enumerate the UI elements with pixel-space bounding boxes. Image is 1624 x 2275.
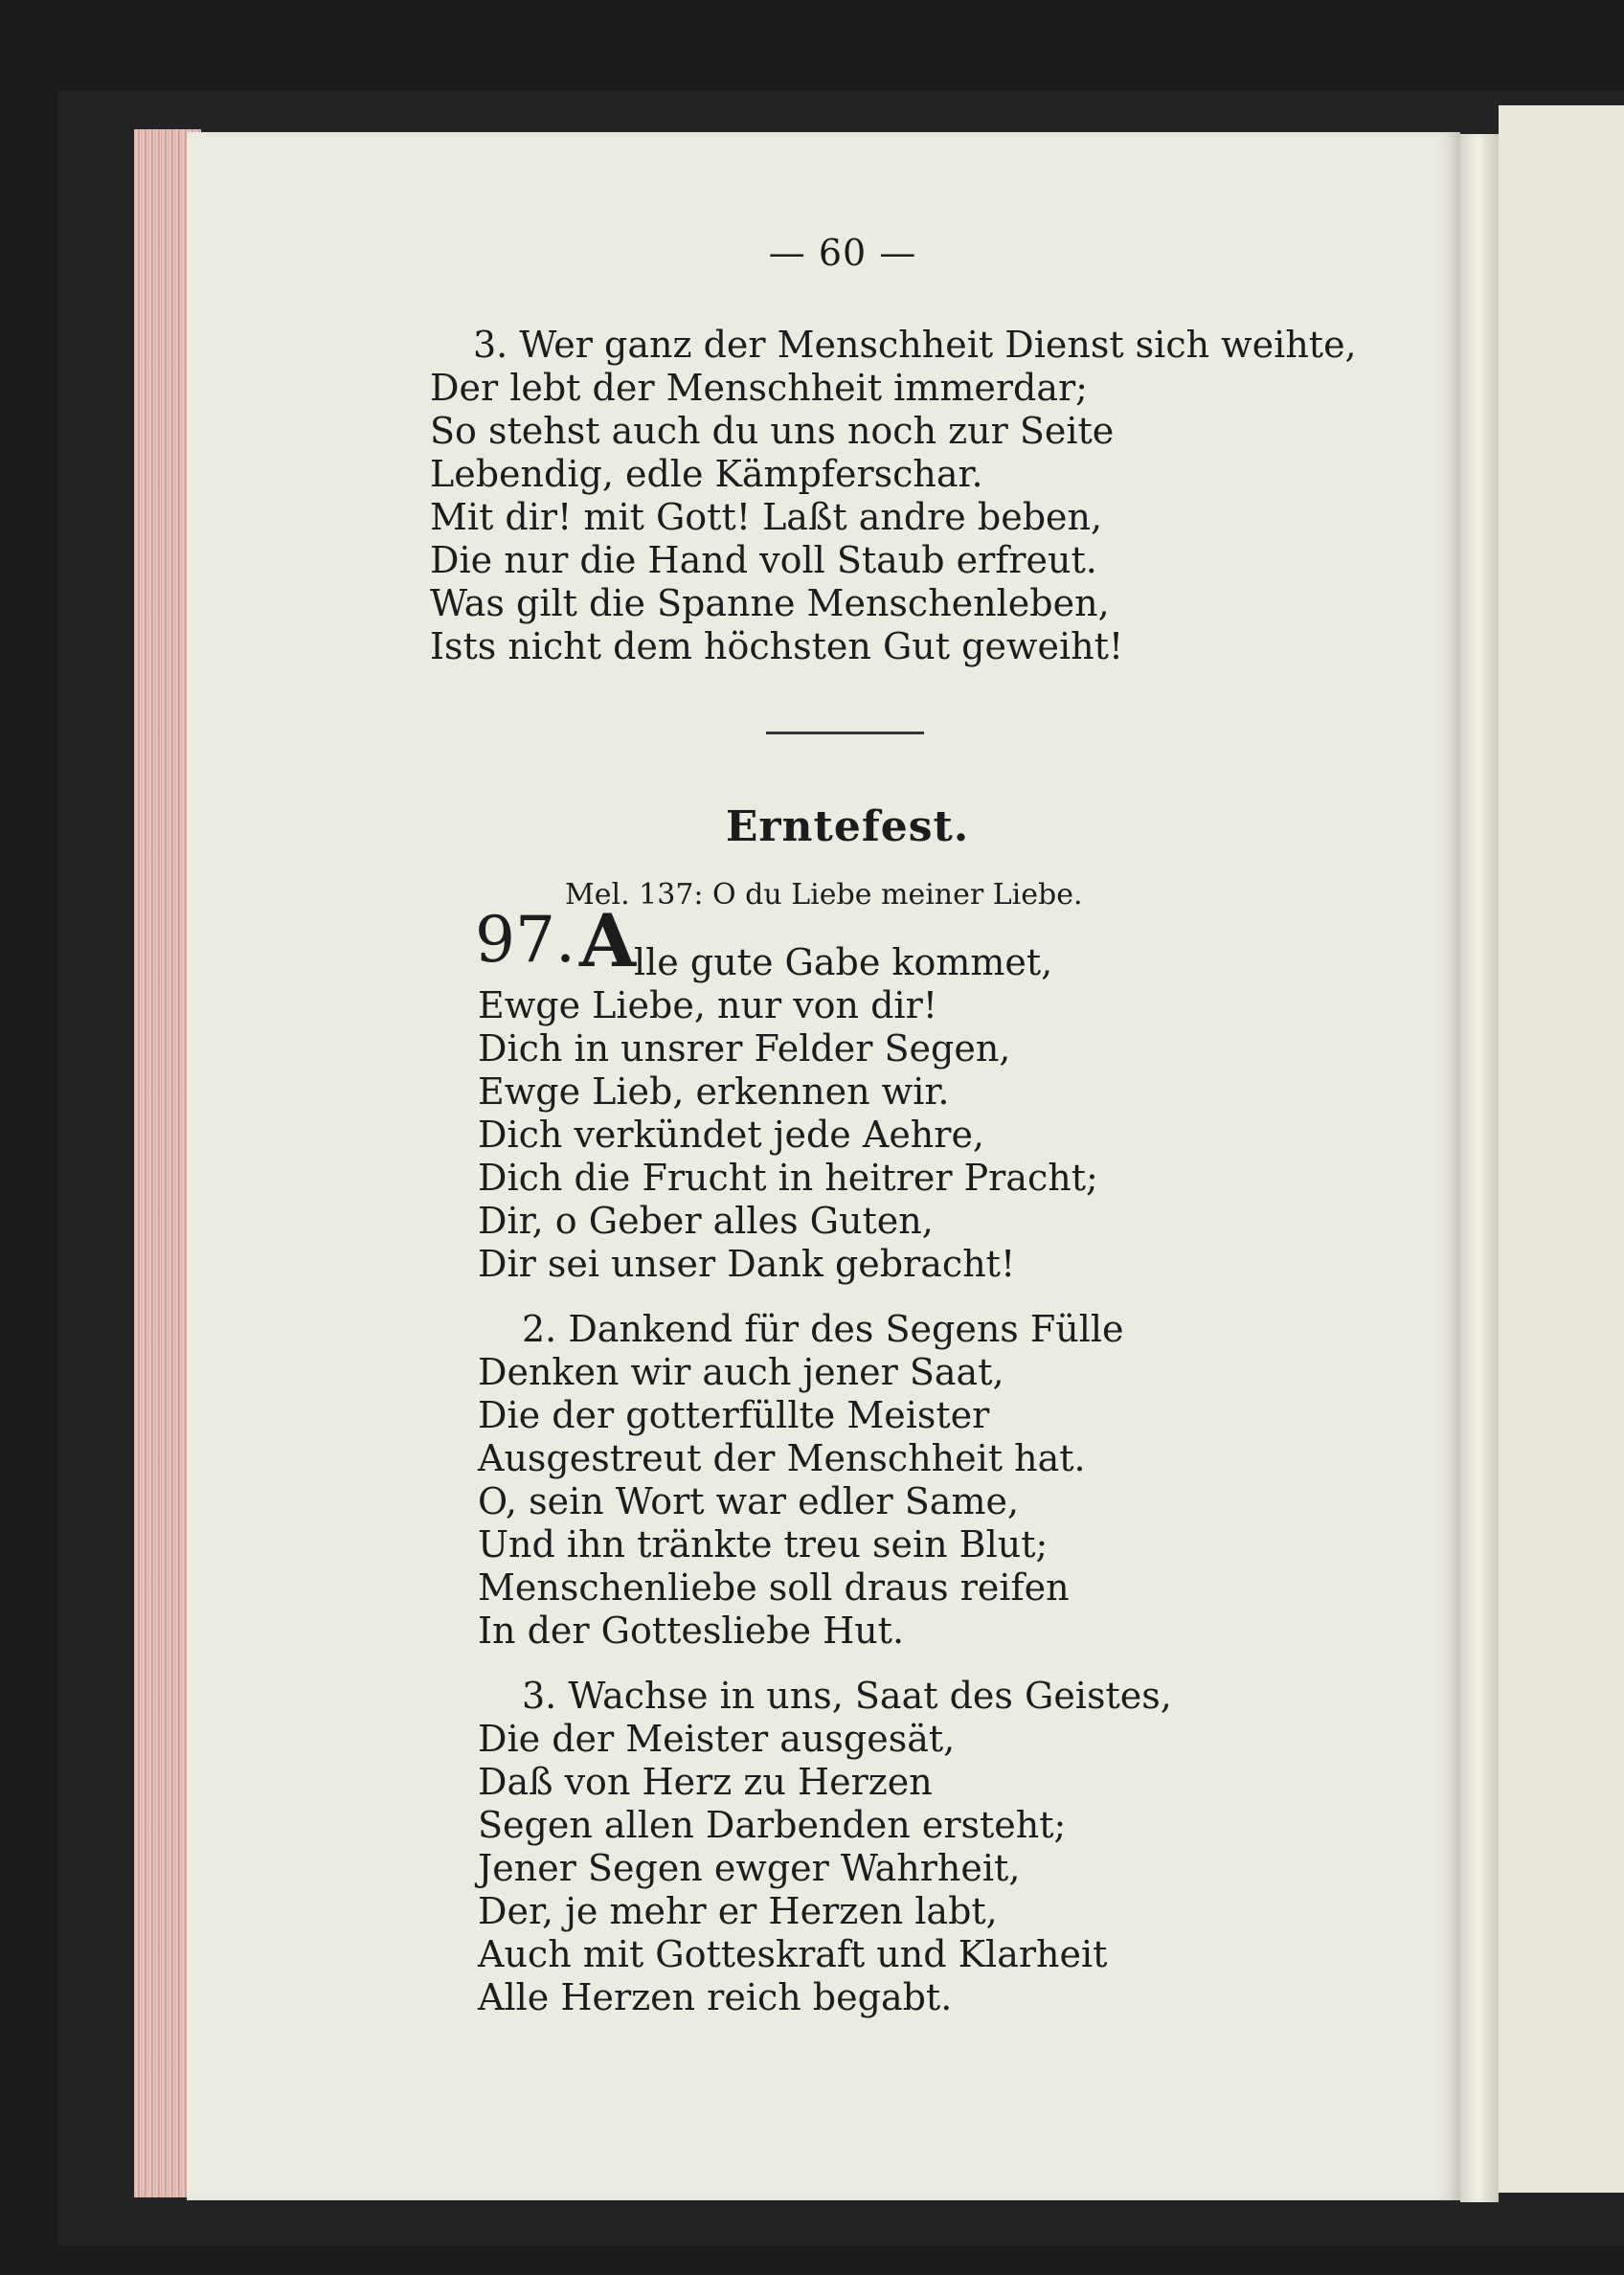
section-divider [766, 732, 924, 734]
stanza-line: Die nur die Hand voll Staub erfreut. [430, 539, 1097, 581]
stanza-line: Ewge Liebe, nur von dir! [478, 984, 938, 1026]
stanza-line: 2. Dankend für des Segens Fülle [522, 1308, 1124, 1350]
stanza-line: In der Gottesliebe Hut. [478, 1610, 905, 1652]
stanza-line: Die der Meister ausgesät, [478, 1718, 956, 1760]
stanza-line: So stehst auch du uns noch zur Seite [430, 410, 1115, 452]
stanza-line: Die der gotterfüllte Meister [478, 1394, 990, 1436]
stanza-line: 3. Wer ganz der Menschheit Dienst sich weihte, [473, 324, 1357, 366]
stanza-line: Dich in unsrer Felder Segen, [478, 1027, 1011, 1070]
stanza-line: Segen allen Darbenden ersteht; [478, 1804, 1067, 1846]
stanza-line: Dich die Frucht in heitrer Pracht; [478, 1157, 1098, 1199]
stanza-line: Der, je mehr er Herzen labt, [478, 1890, 998, 1932]
stanza-line: Jener Segen ewger Wahrheit, [478, 1847, 1021, 1889]
stanza-line: Dir, o Geber alles Guten, [478, 1200, 934, 1242]
stanza-line: Daß von Herz zu Herzen [478, 1761, 933, 1803]
stanza-line: Denken wir auch jener Saat, [478, 1351, 1004, 1393]
page-number: — 60 — [768, 232, 917, 274]
stanza-line: Ists nicht dem höchsten Gut geweiht! [430, 625, 1124, 667]
hymn-number: 97. [475, 903, 575, 977]
stanza-line: Dir sei unser Dank gebracht! [478, 1243, 1016, 1285]
drop-cap-initial: A [579, 898, 636, 983]
stanza-line: Lebendig, edle Kämpferschar. [430, 453, 983, 495]
stanza-line: Was gilt die Spanne Menschenleben, [430, 582, 1110, 624]
stanza-line: Alle Herzen reich begabt. [478, 1976, 953, 2018]
stanza-line: Auch mit Gotteskraft und Klarheit [478, 1933, 1108, 1975]
stanza-line: Mit dir! mit Gott! Laßt andre beben, [430, 496, 1103, 538]
stanza-line: Der lebt der Menschheit immerdar; [430, 367, 1088, 409]
stanza-line: Ausgestreut der Menschheit hat. [478, 1437, 1086, 1479]
stanza-line: Und ihn tränkte treu sein Blut; [478, 1523, 1049, 1565]
stanza-line: Dich verkündet jede Aehre, [478, 1114, 985, 1156]
stanza-line: 3. Wachse in uns, Saat des Geistes, [522, 1675, 1172, 1717]
melody-reference: Mel. 137: O du Liebe meiner Liebe. [565, 878, 1083, 912]
stanza-line: Menschenliebe soll draus reifen [478, 1566, 1070, 1609]
stanza-line: O, sein Wort war edler Same, [478, 1480, 1020, 1522]
section-title: Erntefest. [725, 802, 970, 851]
stanza-line: lle gute Gabe kommet, [634, 941, 1053, 983]
stanza-line: Ewge Lieb, erkennen wir. [478, 1070, 950, 1113]
